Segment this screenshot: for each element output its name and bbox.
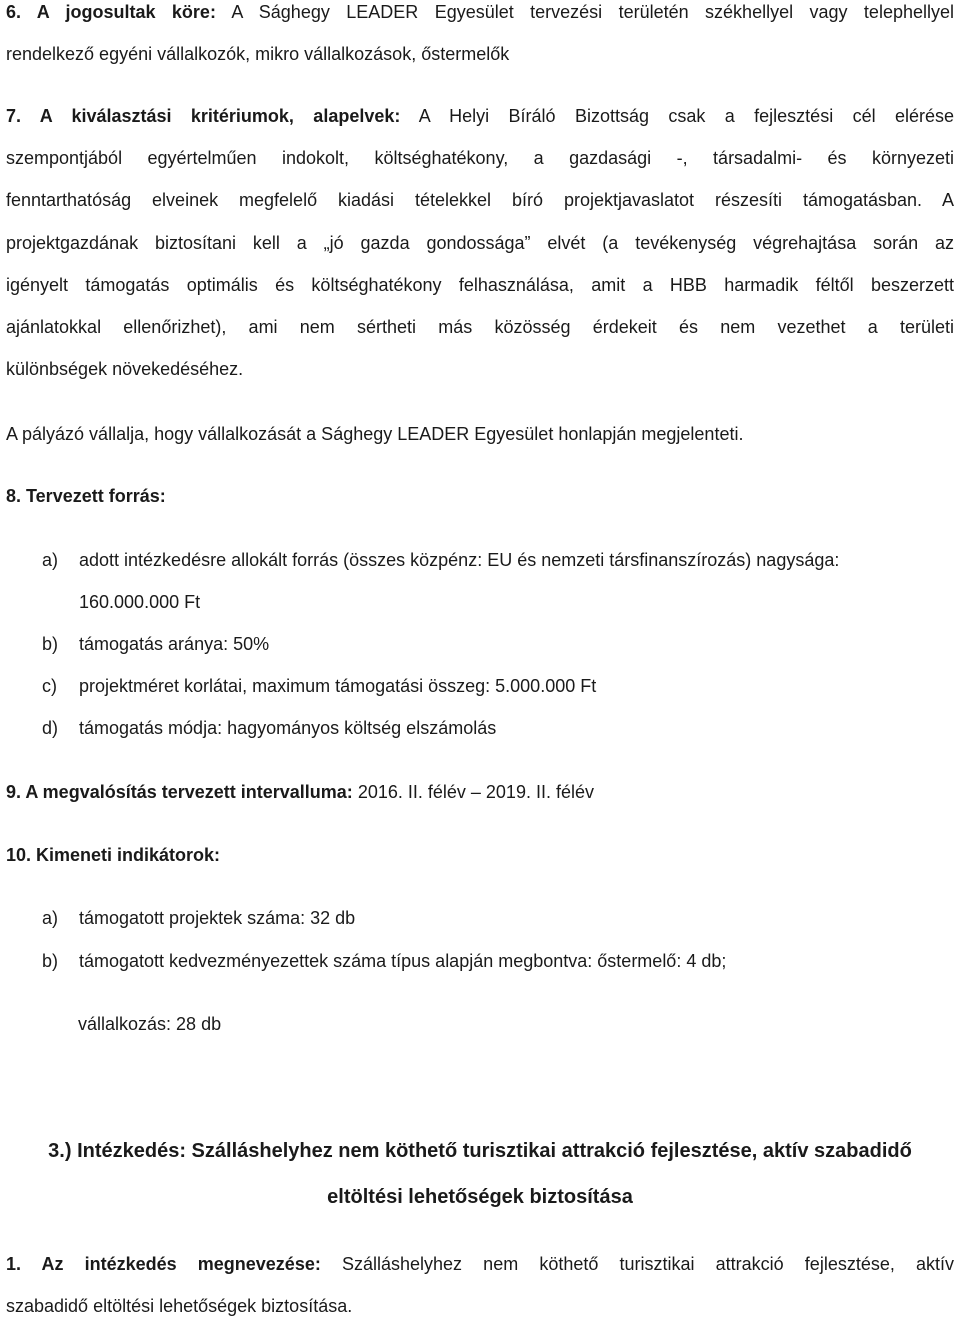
s10-item-a-text: támogatott projektek száma: 32 db — [79, 908, 356, 928]
s10-item-b-cont: vállalkozás: 28 db — [78, 1014, 222, 1034]
s8-item-d-text: támogatás módja: hagyományos költség elszámolás — [79, 718, 497, 738]
s7-text-1: A Helyi Bíráló Bizottság csak a fejlesztési cél elérése — [418, 106, 955, 126]
s7-label: 7. A kiválasztási kritériumok, alapelvek: — [6, 106, 401, 126]
s8-item-a-text: adott intézkedésre allokált forrás (összes közpénz: EU és nemzeti társfinanszírozás) nagysága: — [79, 550, 840, 570]
s8-item-d-marker: d) — [42, 718, 59, 738]
m3-p1-label: 1. Az intézkedés megnevezése: — [6, 1254, 321, 1274]
measure-3-title-line-2: eltöltési lehetőségek biztosítása — [327, 1186, 633, 1208]
s8-item-b-text: támogatás aránya: 50% — [79, 634, 270, 654]
s10-label: 10. Kimeneti indikátorok: — [6, 845, 221, 865]
m3-p1-text-2: szabadidő eltöltési lehetőségek biztosítása. — [6, 1296, 353, 1316]
s7-text-4: projektgazdának biztosítani kell a „jó gazda gondossága” elvét (a tevékenység végrehajtása során az — [6, 233, 954, 253]
s7-text-5: igényelt támogatás optimális és költséghatékony felhasználása, amit a HBB harmadik féltől beszerzett — [6, 275, 954, 295]
m3-p1-line-1 — [6, 1252, 954, 1276]
s8-label: 8. Tervezett forrás: — [6, 486, 166, 506]
s7-text-2: szempontjából egyértelműen indokolt, költséghatékony, a gazdasági -, társadalmi- és környezeti — [6, 148, 954, 168]
s8-item-a — [42, 548, 58, 572]
s8-item-a-cont: 160.000.000 Ft — [79, 592, 201, 612]
s7-line-1 — [6, 104, 954, 128]
s10-item-a-marker: a) — [42, 908, 59, 928]
s7-text-3: fenntarthatóság elveinek megfelelő kiadási tételekkel bíró projektjavaslatot részesíti támogatásban. A — [6, 190, 954, 210]
s10-item-b-text: támogatott kedvezményezettek száma típus alapján megbontva: őstermelő: 4 db; — [79, 951, 727, 971]
m3-p1-text-1: Szálláshelyhez nem köthető turisztikai attrakció fejlesztése, aktív — [341, 1254, 954, 1274]
s8-item-c-text: projektméret korlátai, maximum támogatási összeg: 5.000.000 Ft — [79, 676, 597, 696]
s6-text-1: A Sághegy LEADER Egyesület tervezési területén székhellyel vagy telephellyel — [231, 2, 954, 22]
s8-item-a-marker: a) — [42, 550, 59, 570]
s6-label: 6. A jogosultak köre: — [6, 2, 216, 22]
s10-item-b-marker: b) — [42, 951, 59, 971]
s7-text-7: különbségek növekedéséhez. — [6, 359, 244, 379]
s7-paragraph-2: A pályázó vállalja, hogy vállalkozását a Sághegy LEADER Egyesület honlapján megjelenteti. — [6, 424, 744, 444]
s8-item-c-marker: c) — [42, 676, 57, 696]
s9-label: 9. A megvalósítás tervezett intervalluma: — [6, 782, 353, 802]
s9-value: 2016. II. félév – 2019. II. félév — [357, 782, 594, 802]
s9-line — [6, 780, 594, 804]
measure-3-title-line-1: 3.) Intézkedés: Szálláshelyhez nem köthető turisztikai attrakció fejlesztése, aktív szabadidő — [48, 1140, 912, 1162]
s8-item-b-marker: b) — [42, 634, 59, 654]
s6-text-2: rendelkező egyéni vállalkozók, mikro vállalkozások, őstermelők — [6, 44, 510, 64]
s7-text-6: ajánlatokkal ellenőrizhet), ami nem sértheti más közösség érdekeit és nem vezethet a területi — [6, 317, 954, 337]
s6-line-1 — [6, 0, 954, 24]
